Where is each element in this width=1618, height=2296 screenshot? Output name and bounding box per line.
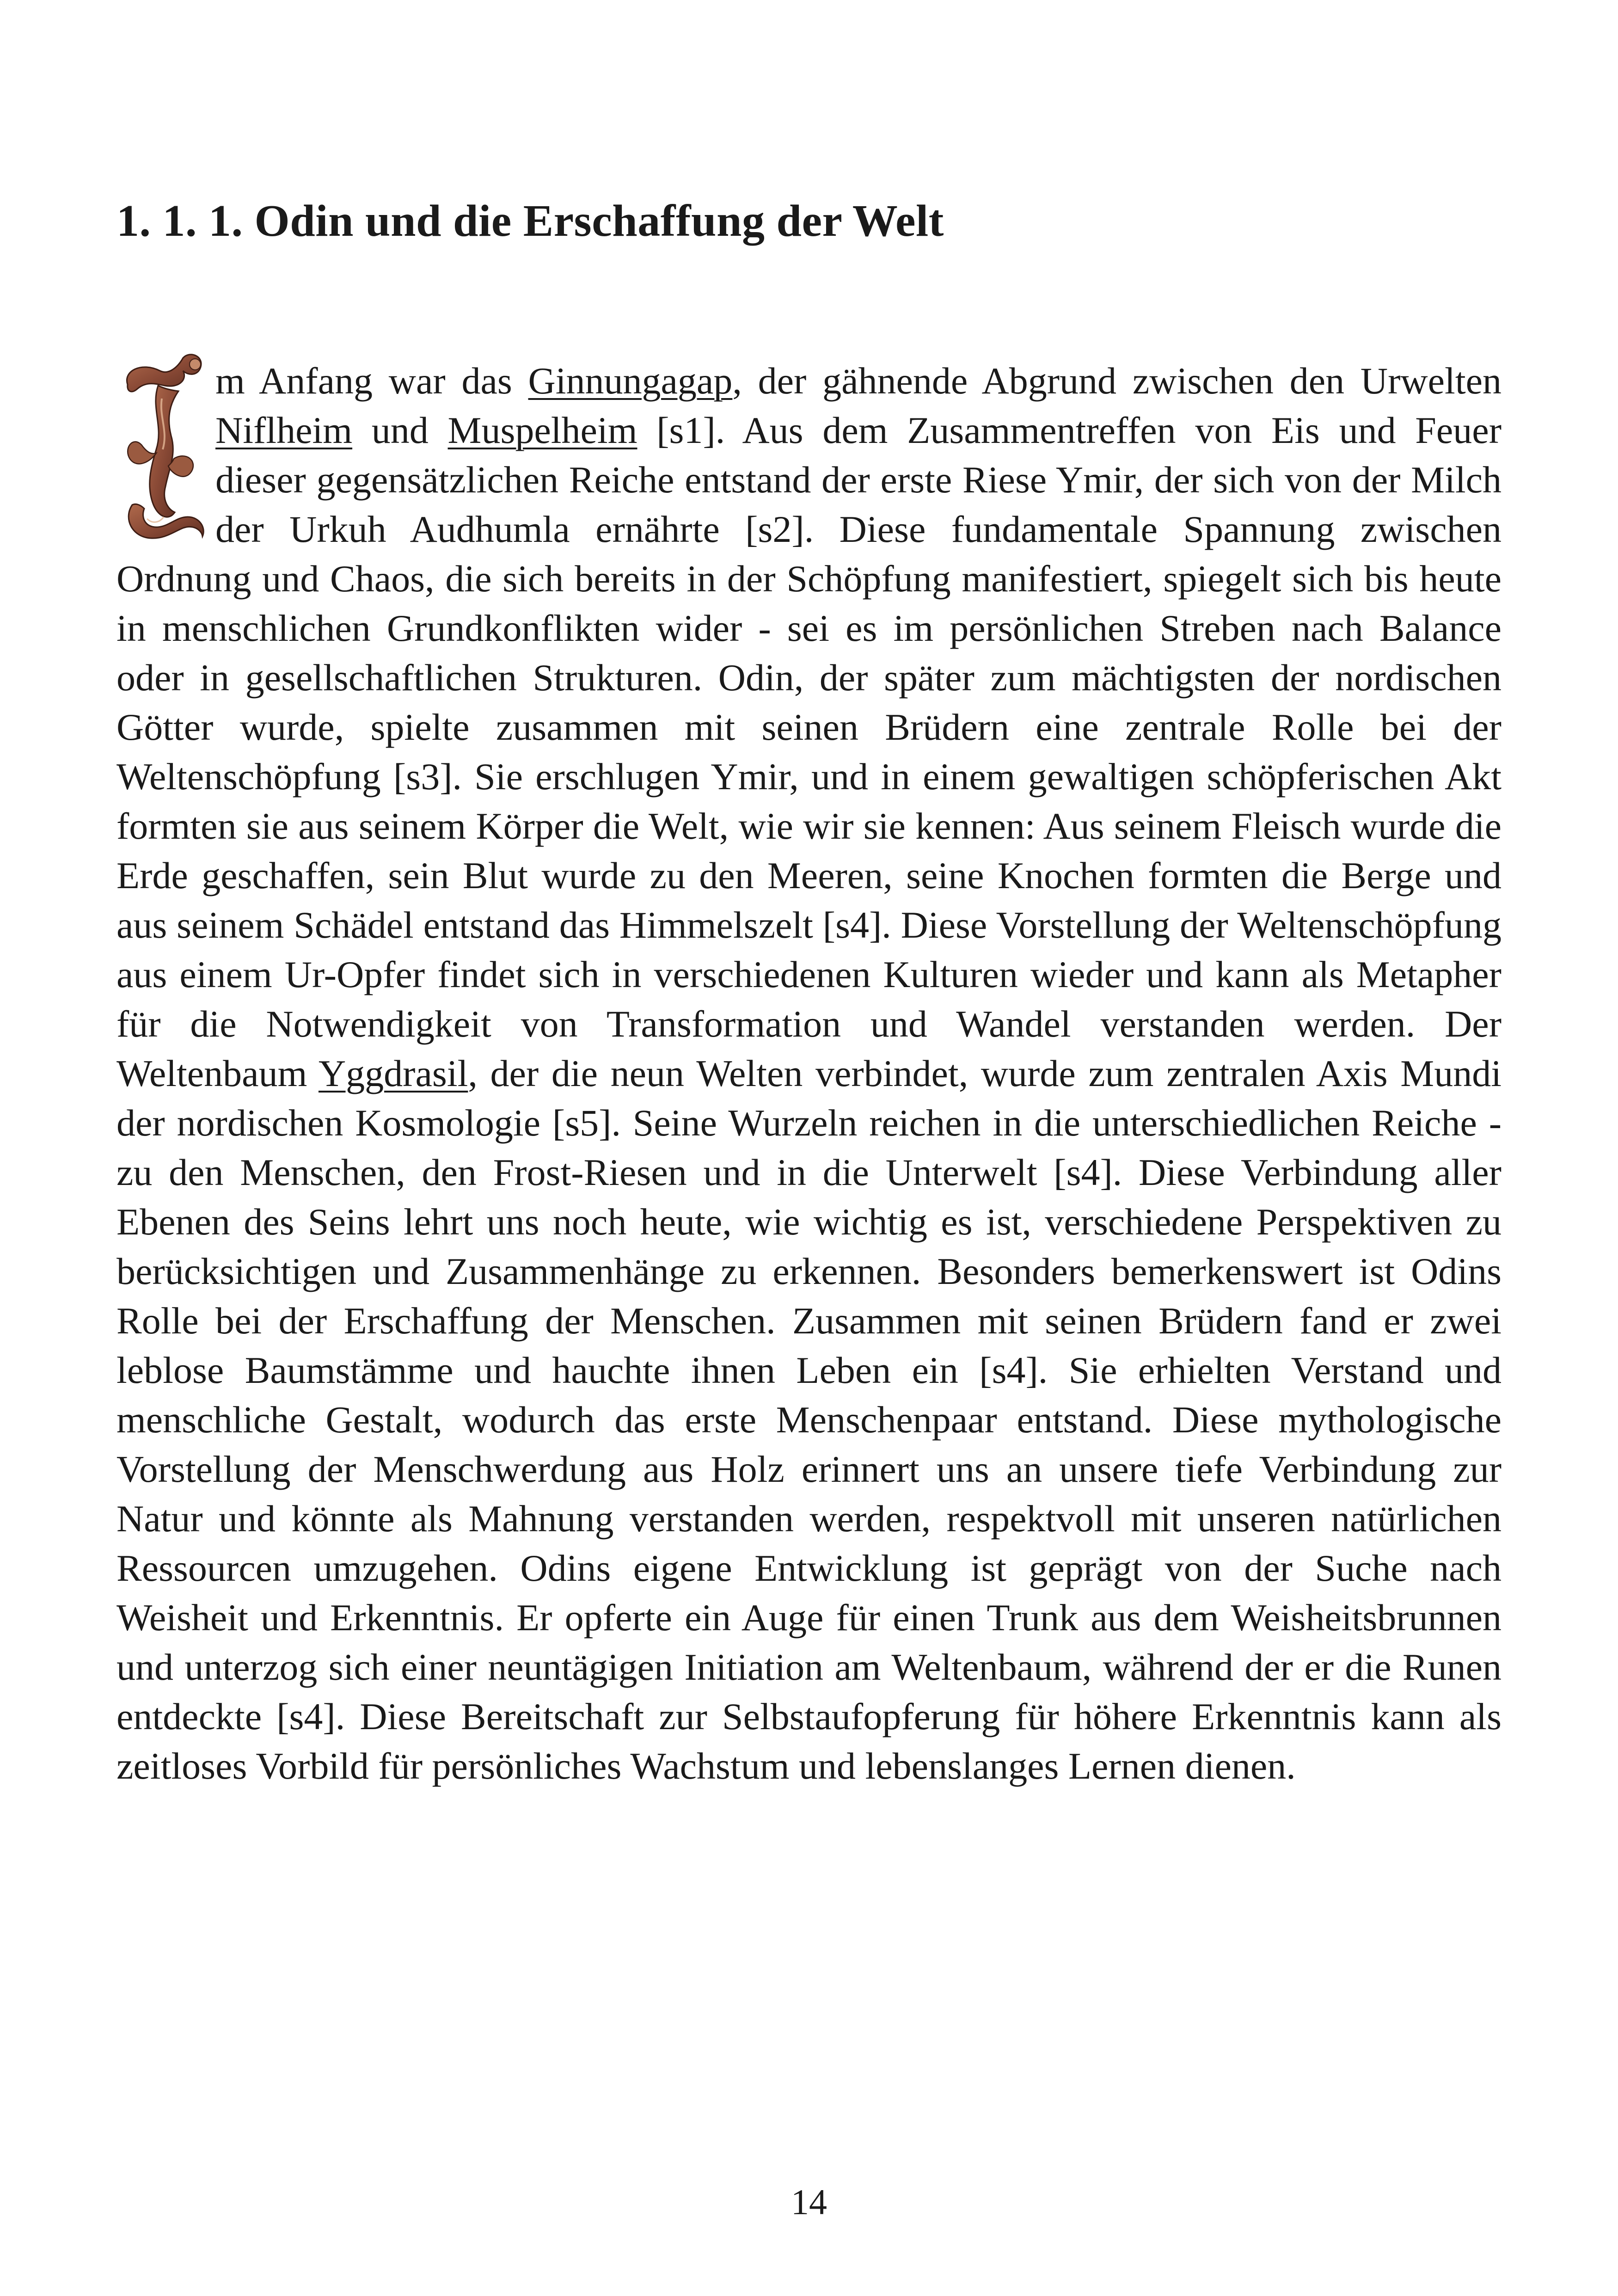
link-niflheim[interactable]: Niflheim — [215, 409, 353, 451]
section-heading: 1. 1. 1. Odin und die Erschaffung der Welt — [116, 196, 944, 246]
paragraph-segment: , der die neun Welten verbindet, wurde zum zentralen Axis Mundi der nordischen Kosmologie [s5]. Seine Wurzeln reichen in die unterschiedlichen Reiche - zu den Menschen, den Frost-Riesen und in die Unterwelt [s4]. Diese Verbindung aller Ebenen des Seins lehrt uns noch heute, wie wichtig es ist, verschiedene Perspektiven zu berücksichtigen und Zusammenhänge zu erkennen. Besonders bemerkenswert ist Odins Rolle bei der Erschaffung der Menschen. Zusammen mit seinen Brüdern fand er zwei leblose Baumstämme und hauchte ihnen Leben ein [s4]. Sie erhielten Verstand und menschliche Gestalt, wodurch das erste Menschenpaar entstand. Diese mythologische Vorstellung der Menschwerdung aus Holz erinnert uns an unsere tiefe Verbindung zur Natur und könnte als Mahnung verstanden werden, respektvoll mit unseren natürlichen Ressourcen umzugehen. Odins eigene Entwicklung ist geprägt von der Suche nach Weisheit und Erkenntnis. Er opferte ein Auge für einen Trunk aus dem Weisheitsbrunnen und unterzog sich einer neuntägigen Initiation am Weltenbaum, während der er die Runen entdeckte [s4]. Diese Bereitschaft zur Selbstaufopferung für höhere Erkenntnis kann als zeitloses Vorbild für persönliches Wachstum und lebenslanges Lernen dienen. — [116, 1052, 1502, 1787]
paragraph-segment: [s1]. Aus dem Zusammentreffen von Eis und Feuer dieser gegensätzlichen Reiche entstand der erste Riese Ymir, der sich von der Milch der Urkuh Audhumla ernährte [s2]. Diese fundamentale Spannung zwischen Ordnung und Chaos, die sich bereits in der Schöpfung manifestiert, spiegelt sich bis heute in menschlichen Grundkonflikten wider - sei es im persönlichen Streben nach Balance oder in gesellschaftlichen Strukturen. Odin, der später zum mächtigsten der nordischen Götter wurde, spielte zusammen mit seinen Brüdern eine zentrale Rolle bei der Weltenschöpfung [s3]. Sie erschlugen Ymir, und in einem gewaltigen schöpferischen Akt formten sie aus seinem Körper die Welt, wie wir sie kennen: Aus seinem Fleisch wurde die Erde geschaffen, sein Blut wurde zu den Meeren, seine Knochen formten die Berge und aus seinem Schädel entstand das Himmelszelt [s4]. Diese Vorstellung der Weltenschöpfung aus einem Ur-Opfer findet sich in verschiedenen Kulturen wieder und kann als Metapher für die Notwendigkeit von Transformation und Wandel verstanden werden. Der Weltenbaum — [116, 409, 1502, 1094]
body-paragraph — [116, 356, 1502, 1791]
paragraph-segment: m Anfang war das — [215, 360, 528, 402]
dropcap-initial — [114, 352, 206, 543]
link-ginnungagap[interactable]: Ginnungagap — [528, 360, 733, 402]
dropcap-ornament-icon — [114, 352, 206, 543]
link-muspelheim[interactable]: Muspelheim — [447, 409, 637, 451]
paragraph-segment: und — [352, 409, 448, 451]
page-number: 14 — [791, 2182, 827, 2222]
link-yggdrasil[interactable]: Yggdrasil — [318, 1052, 468, 1094]
paragraph-segment: , der gähnende Abgrund zwischen den Urwelten — [732, 360, 1502, 402]
